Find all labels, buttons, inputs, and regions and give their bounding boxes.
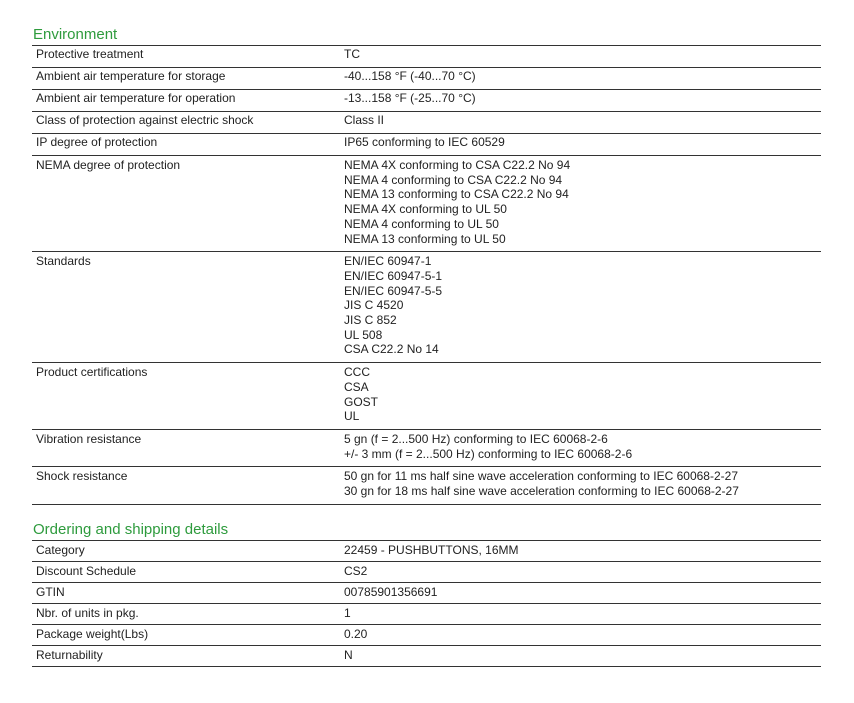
table-row [32, 252, 821, 363]
row-value: EN/IEC 60947-5-5 [344, 283, 443, 298]
row-values [344, 467, 821, 503]
row-label: NEMA degree of protection [36, 158, 181, 172]
table-row [32, 562, 821, 583]
row-label: Ambient air temperature for operation [36, 91, 236, 105]
row-values [344, 156, 821, 251]
table-row [32, 604, 821, 625]
row-value: 00785901356691 [344, 585, 438, 599]
environment-heading: Environment [33, 26, 118, 43]
row-label: Discount Schedule [36, 564, 137, 578]
row-value: 5 gn (f = 2...500 Hz) conforming to IEC 60068-2-6 [344, 431, 608, 446]
row-label: Returnability [36, 648, 103, 662]
row-label: Nbr. of units in pkg. [36, 606, 139, 620]
row-value: NEMA 13 conforming to CSA C22.2 No 94 [344, 187, 569, 202]
row-value: 0.20 [344, 627, 368, 641]
row-value: NEMA 4X conforming to CSA C22.2 No 94 [344, 158, 571, 172]
row-label: Shock resistance [36, 469, 128, 484]
row-value: JIS C 4520 [344, 298, 404, 313]
row-value: NEMA 4X conforming to UL 50 [344, 202, 507, 217]
row-value: N [344, 648, 353, 662]
row-values [344, 252, 821, 362]
row-label: Standards [36, 254, 91, 269]
row-value: 50 gn for 11 ms half sine wave acceleration conforming to IEC 60068-2-27 [344, 469, 738, 484]
row-value: JIS C 852 [344, 313, 397, 328]
row-value: UL 508 [344, 327, 383, 342]
row-values [344, 134, 821, 155]
table-row [32, 134, 821, 156]
row-label: Product certifications [36, 365, 148, 380]
row-label: GTIN [36, 585, 65, 599]
row-values [344, 562, 821, 582]
table-row [32, 112, 821, 134]
table-row [32, 430, 821, 467]
row-values [344, 68, 821, 89]
row-value: -13...158 °F (-25...70 °C) [344, 91, 476, 105]
row-values [344, 363, 821, 429]
row-label: Class of protection against electric shock [36, 113, 254, 127]
row-values [344, 46, 821, 67]
row-value: UL [344, 409, 360, 424]
row-value: TC [344, 47, 360, 61]
row-value: CCC [344, 365, 370, 380]
table-row [32, 363, 821, 430]
ordering-section [32, 521, 821, 667]
row-values [344, 90, 821, 111]
row-values [344, 604, 821, 624]
row-label: Protective treatment [36, 47, 144, 61]
row-value: CS2 [344, 564, 368, 578]
row-label: IP degree of protection [36, 135, 158, 149]
row-value: NEMA 4 conforming to CSA C22.2 No 94 [344, 172, 563, 187]
table-row [32, 156, 821, 252]
row-value: NEMA 4 conforming to UL 50 [344, 216, 499, 231]
row-value: GOST [344, 394, 379, 409]
row-values [344, 112, 821, 133]
row-values [344, 625, 821, 645]
row-value: +/- 3 mm (f = 2...500 Hz) conforming to IEC 60068-2-6 [344, 446, 633, 461]
row-label: Ambient air temperature for storage [36, 69, 226, 83]
environment-table [32, 45, 821, 505]
row-values [344, 430, 821, 466]
table-row [32, 68, 821, 90]
row-value: Class II [344, 113, 385, 127]
row-values [344, 646, 821, 666]
table-row [32, 46, 821, 68]
row-label: Category [36, 543, 85, 557]
row-value: CSA [344, 379, 369, 394]
ordering-heading: Ordering and shipping details [33, 521, 229, 538]
table-row [32, 646, 821, 667]
row-value: IP65 conforming to IEC 60529 [344, 135, 505, 149]
row-value: 30 gn for 18 ms half sine wave acceleration conforming to IEC 60068-2-27 [344, 484, 739, 499]
table-row [32, 467, 821, 504]
row-value: 1 [344, 606, 351, 620]
row-label: Vibration resistance [36, 431, 142, 446]
table-row [32, 90, 821, 112]
ordering-table [32, 540, 821, 667]
environment-section [32, 26, 821, 505]
row-value: -40...158 °F (-40...70 °C) [344, 69, 476, 83]
row-value: CSA C22.2 No 14 [344, 342, 439, 357]
row-value: EN/IEC 60947-1 [344, 254, 432, 269]
row-values [344, 583, 821, 603]
row-label: Package weight(Lbs) [36, 627, 149, 641]
table-row [32, 583, 821, 604]
table-row [32, 541, 821, 562]
row-values [344, 541, 821, 561]
table-row [32, 625, 821, 646]
row-value: 22459 - PUSHBUTTONS, 16MM [344, 543, 519, 557]
row-value: EN/IEC 60947-5-1 [344, 268, 443, 283]
row-value: NEMA 13 conforming to UL 50 [344, 231, 506, 246]
